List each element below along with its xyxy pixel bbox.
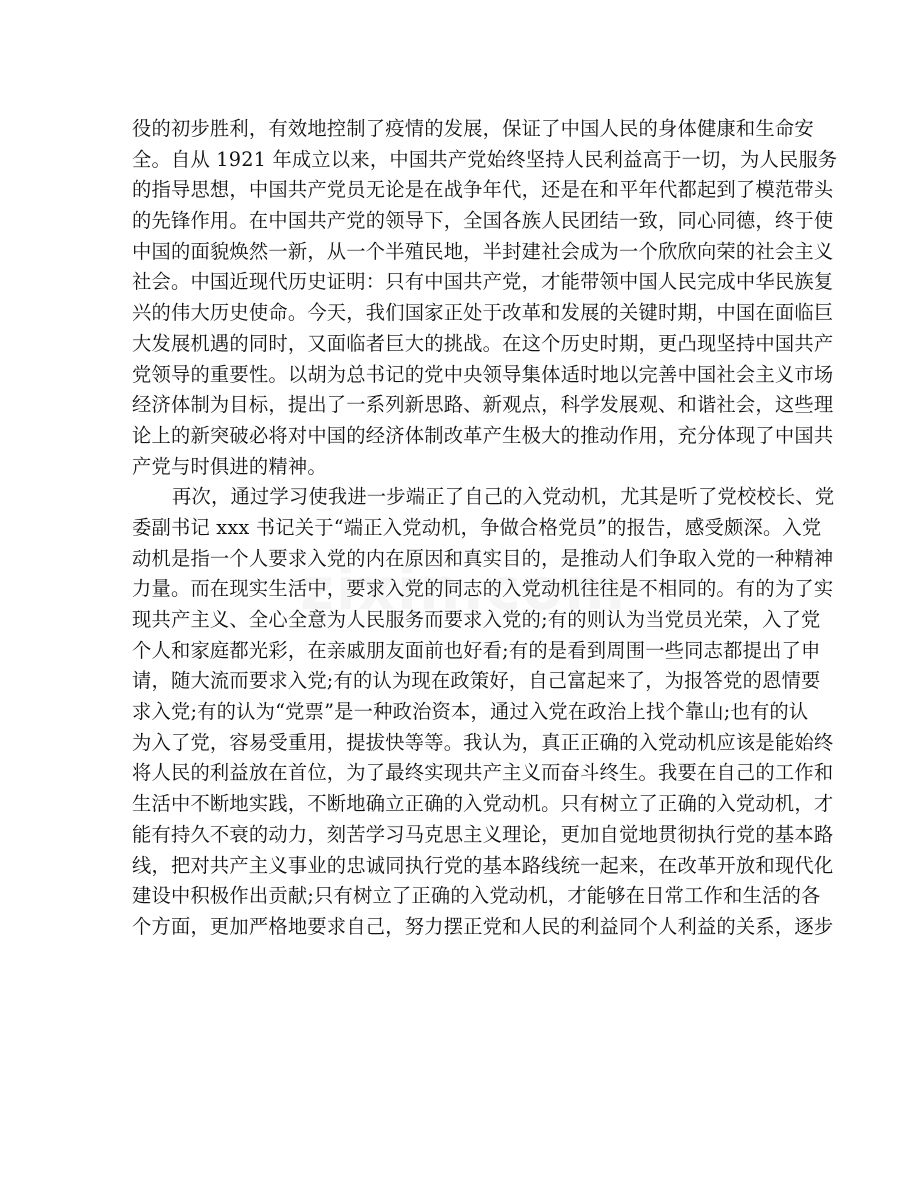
text-line: 大发展机遇的同时，又面临者巨大的挑战。在这个历史时期，更凸现坚持中国共产 [132, 331, 834, 355]
text-line: 兴的伟大历史使命。今天，我们国家正处于改革和发展的关键时期，中国在面临巨 [132, 301, 834, 325]
text-line: 全。自从 1921 年成立以来，中国共产党始终坚持人民利益高于一切，为人民服务 [132, 147, 838, 171]
text-line: 委副书记 xxx 书记关于“端正入党动机，争做合格党员”的报告，感受颇深。入党 [132, 515, 822, 539]
text-line: 产党与时俱进的精神。 [132, 454, 327, 478]
text-line: 经济体制为目标，提出了一系列新思路、新观点，科学发展观、和谐社会，这些理 [132, 393, 834, 417]
text-line: 求入党;有的认为“党票”是一种政治资本，通过入党在政治上找个靠山;也有的认 [132, 700, 809, 724]
text-line: 个方面，更加严格地要求自己，努力摆正党和人民的利益同个人利益的关系，逐步 [132, 914, 834, 938]
text-line: 建设中积极作出贡献;只有树立了正确的入党动机，才能够在日常工作和生活的各 [132, 884, 821, 908]
text-line: 中国的面貌焕然一新，从一个半殖民地，半封建社会成为一个欣欣向荣的社会主义 [132, 239, 834, 263]
text-line: 请，随大流而要求入党;有的认为现在政策好，自己富起来了，为报答党的恩情要 [132, 669, 821, 693]
text-line: 社会。中国近现代历史证明：只有中国共产党，才能带领中国人民完成中华民族复 [132, 270, 834, 294]
text-line: 再次，通过学习使我进一步端正了自己的入党动机，尤其是听了党校校长、党 [172, 485, 835, 509]
document-body [132, 114, 838, 943]
paragraph-2 [132, 482, 835, 942]
text-line: 力量。而在现实生活中，要求入党的同志的入党动机往往是不相同的。有的为了实 [132, 577, 834, 601]
text-line: 役的初步胜利，有效地控制了疫情的发展，保证了中国人民的身体健康和生命安 [132, 117, 814, 140]
text-line: 能有持久不衰的动力，刻苦学习马克思主义理论，更加自觉地贯彻执行党的基本路 [132, 822, 834, 846]
paragraph-1 [132, 114, 838, 482]
text-line: 生活中不断地实践，不断地确立正确的入党动机。只有树立了正确的入党动机，才 [132, 792, 834, 816]
text-line: 为入了党，容易受重用，提拔快等等。我认为，真正正确的入党动机应该是能始终 [132, 730, 834, 754]
text-line: 个人和家庭都光彩，在亲戚朋友面前也好看;有的是看到周围一些同志都提出了申 [132, 638, 821, 662]
text-line: 论上的新突破必将对中国的经济体制改革产生极大的推动作用，充分体现了中国共 [132, 423, 834, 447]
text-line: 党领导的重要性。以胡为总书记的党中央领导集体适时地以完善中国社会主义市场 [132, 362, 834, 386]
text-line: 将人民的利益放在首位，为了最终实现共产主义而奋斗终生。我要在自己的工作和 [132, 761, 834, 785]
text-line: 现共产主义、全心全意为人民服务而要求入党的;有的则认为当党员光荣，入了党 [132, 608, 821, 631]
text-line: 的先锋作用。在中国共产党的领导下，全国各族人民团结一致，同心同德，终于使 [132, 209, 834, 233]
text-line: 的指导思想，中国共产党员无论是在战争年代，还是在和平年代都起到了模范带头 [132, 178, 834, 202]
text-line: 动机是指一个人要求入党的内在原因和真实目的，是推动人们争取入党的一种精神 [132, 546, 834, 570]
text-line: 线，把对共产主义事业的忠诚同执行党的基本路线统一起来，在改革开放和现代化 [132, 853, 834, 877]
